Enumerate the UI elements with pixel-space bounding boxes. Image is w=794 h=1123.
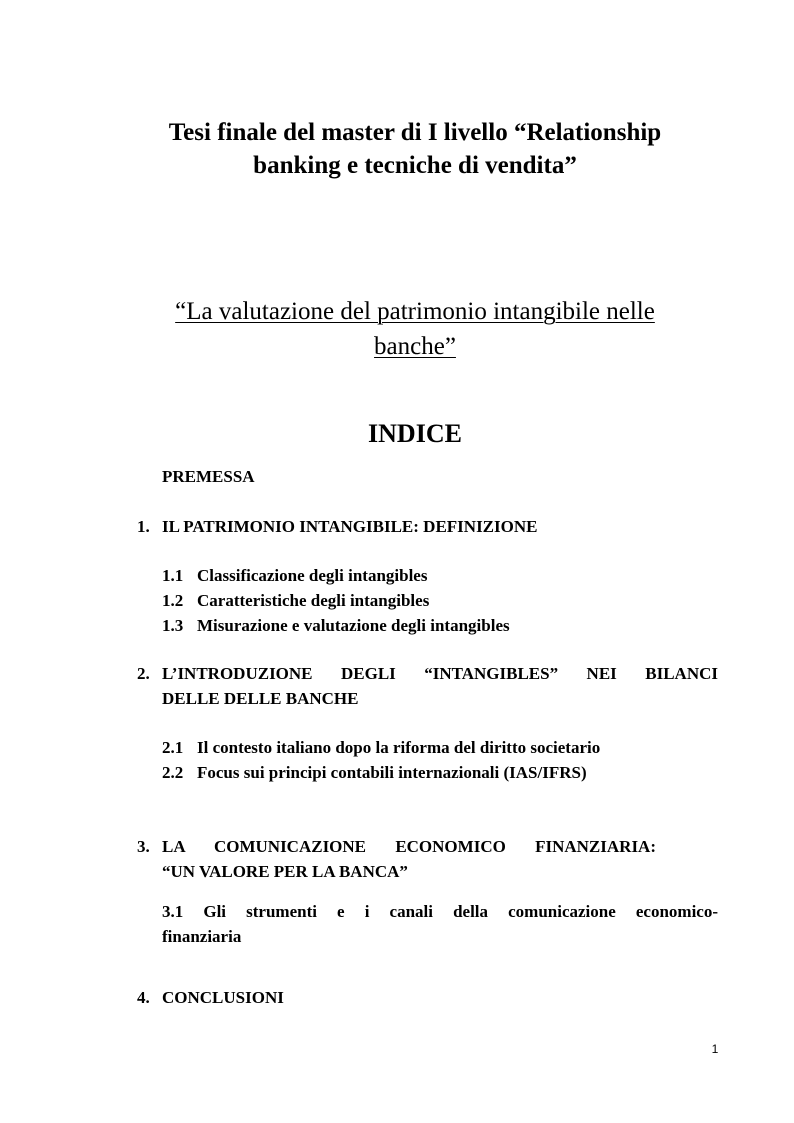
- toc-subsection-number: 2.1: [162, 738, 184, 757]
- toc-subsection: [162, 613, 510, 638]
- toc-subsection: [162, 735, 600, 760]
- thesis-title-line-2: banking e tecniche di vendita”: [253, 152, 577, 179]
- thesis-title: [100, 116, 730, 182]
- thesis-subtitle: [120, 294, 710, 364]
- toc-subsection-title-continued: finanziaria: [162, 927, 242, 946]
- toc-section-number: 4.: [137, 988, 150, 1007]
- toc-section-title: IL PATRIMONIO INTANGIBILE: DEFINIZIONE: [162, 517, 538, 536]
- toc-subsection-title: Caratteristiche degli intangibles: [197, 591, 430, 610]
- toc-subsection-number: 1.2: [162, 591, 184, 610]
- toc-subsection-title: Focus sui principi contabili internazionali (IAS/IFRS): [197, 763, 587, 782]
- toc-subsection-number: 2.2: [162, 763, 184, 782]
- toc-subsection: [162, 563, 427, 588]
- toc-subsection: [162, 899, 718, 924]
- toc-premessa: PREMESSA: [162, 467, 255, 486]
- index-heading: INDICE: [368, 419, 462, 448]
- thesis-subtitle-line-1: “La valutazione del patrimonio intangibile nelle: [175, 298, 655, 325]
- toc-subsection-title: Classificazione degli intangibles: [197, 566, 428, 585]
- toc-section-title: LA COMUNICAZIONE ECONOMICO FINANZIARIA:: [162, 837, 656, 856]
- toc-subsection: [162, 760, 587, 785]
- thesis-subtitle-line-2: banche”: [374, 333, 456, 360]
- toc-section-title: CONCLUSIONI: [162, 988, 284, 1007]
- toc-section-title: L’INTRODUZIONE DEGLI “INTANGIBLES” NEI BILANCI: [162, 664, 718, 683]
- toc-subsection-number: 1.3: [162, 616, 184, 635]
- toc-section-title-continued: DELLE DELLE BANCHE: [162, 689, 359, 708]
- toc-subsection-number: 1.1: [162, 566, 184, 585]
- toc-subsection: [162, 588, 429, 613]
- page-number: 1: [711, 1042, 719, 1056]
- thesis-title-line-1: Tesi finale del master di I livello “Relationship: [168, 119, 662, 146]
- toc-subsection-title: Il contesto italiano dopo la riforma del diritto societario: [197, 738, 601, 757]
- toc-section-number: 1.: [137, 517, 150, 536]
- toc-section-number: 2.: [137, 664, 150, 683]
- toc-section-title-continued: “UN VALORE PER LA BANCA”: [162, 862, 408, 881]
- toc-section-number: 3.: [137, 837, 150, 856]
- toc-subsection-title: Gli strumenti e i canali della comunicazione economico-: [203, 902, 718, 921]
- toc-subsection-title: Misurazione e valutazione degli intangibles: [197, 616, 510, 635]
- toc-subsection-number: 3.1: [162, 902, 184, 921]
